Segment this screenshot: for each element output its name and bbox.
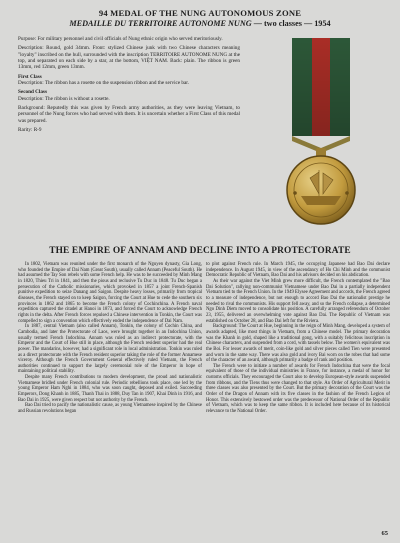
medal-photo (253, 30, 388, 235)
medal-subtitle-classes: — two classes — 1954 (251, 19, 331, 28)
paragraph: Bao Dai tried to pacify the nationalistic cause, as young Vietnamese inspired by the Chinese and Russian revolutions began (18, 403, 202, 415)
description-text: Description: Round, gold 34mm. Front: stylized Chinese junk with two Chinese characters meaning "loyalty" inscribed on the hull, surrounded with the inscription TERRITOIRE AUTONOME NUNG at the top, and separated on each side by a star, at the bottom, VIỆT NAM. Back: plain. The ribbon is green 13mm, red 12mm, green 13mm. (18, 45, 240, 71)
rarity-text: Rarity: R-9 (18, 126, 42, 133)
paragraph: In 1802, Vietnam was reunited under the first monarch of the Nguyen dynasty, Gia Long, who founded the Empire of Dai Nam (Great South), usually called Annam (Peaceful South). He had assumed the Tay Son rebels with some French help. He was to be succeeded by Minh Mang in 1820, Thieu Tri in 1841, and then the pious and reclusive Tu Duc in 1848. Tu Duc began a persecution of the Catholic missionaries, which provoked in 1857 a joint French-Spanish punitive expedition to seize Danang and Saigon. Despite heavy losses, primarily from tropical diseases, the French stayed on to keep Saigon, forcing the Court at Hue to cede the southern six provinces in 1862 and 1865 to become the French colony of Cochinchina. A French naval expedition captured the citadel at Hanoi in 1873, and forced the Court to acknowledge French rights in the delta. After French forces repulsed a Chinese intervention in Tonkin, the Court was compelled to sign a convention which effectively ended the independence of Dai Nam. (18, 262, 202, 324)
paragraph: As their war against the Viet Minh grew more difficult, the French contemplated the "Bao Dai Solution", rallying non-communist Vietnamese under Bao Dai in a partially independent Vietnam tied to the French Union. In the 1949 Elysee Agreement and accords, the French agreed to a measure of independence, but not enough to accord Bao Dai the nationalist prestige he needed to rival the communists. His support fell away, and so the French collapse, a determined Ngo Dinh Diem moved to consolidate his position. A carefully arranged referendum of October 23, 1955, delivered an overwhelming vote against Bao Dai. The Republic of Vietnam was established on October 28, and Bao Dai left for the Riviera. (206, 278, 390, 324)
purpose-text: Purpose: For military personnel and civil officials of Nung ethnic origin who served meritoriously. (18, 36, 223, 42)
ribbon (292, 38, 350, 153)
medal-subtitle (0, 19, 400, 28)
medal-title: 94 MEDAL OF THE NUNG AUTONOMOUS ZONE (98, 8, 302, 18)
background-text: Background: Reputedly this was given by French army authorities, as they were leaving Vietnam, to personnel of the Nung forces who had served with them. It is uncertain whether a First Class of this medal was prepared. (18, 105, 240, 124)
left-column (18, 262, 202, 415)
paragraph: to plot against French rule. In March 1945, the occupying Japanese had Bao Dai declare independence. In August 1945, in view of the ascendancy of Ho Chi Minh and the communist Democratic Republic of Vietnam, Bao Dai and his advisors decided on his abdication. (206, 262, 390, 279)
first-class-text: Description: The ribbon has a rosette on the suspension ribbon and the service bar. (18, 79, 190, 86)
medal-icon (253, 30, 388, 235)
section-heading: THE EMPIRE OF ANNAM AND DECLINE INTO A PROTECTORATE (49, 246, 351, 256)
paragraph: In 1887, central Vietnam (also called Annam), Tonkin, the colony of Cochin China, and Cambodia, and later the Protectorate of Laos, were brought together in an Indochina Union, usually termed French Indochina. Annam was ruled as an indirect protectorate, with the Emperor and the Court of Hue still in place, although the French resident superior had the real power. The mandarins, however, had a significant role in local administration. Tonkin was ruled as a direct protectorate with the French resident superior taking the role of the former Annamese viceroy. Although the French Government General effectively ruled Vietnam, the French authorities continued to support the largely ceremonial role of the Emperor in hope of maintaining political stability. (18, 324, 202, 375)
medal-subtitle-french: MEDAILLE DU TERRITOIRE AUTONOME NUNG (69, 19, 252, 28)
paragraph: Despite many French contributions to modern development, the proud and nationalistic Vietnamese bridled under French colonial rule. Periodic rebellions took place, one led by the young Emperor Ham Nghi in 1884, who was soon caught, deposed and exiled. Succeeding Emperors, Dong Khanh in 1885, Thanh Thai in 1888, Duy Tan in 1907, Khai Dinh in 1916, and Bao Dai in 1925, were given respect but not authority by the French. (18, 375, 202, 403)
paragraph: Background: The Court at Hue, beginning in the reign of Minh Mang, developed a system of awards adapted, like most things in Vietnam, from a Chinese model. The primary decoration was the Khanh in gold, shaped like a traditional gong, with a suitably felicitous inscription in Chinese characters, and suspended from a cord, with tassels below. The women's equivalent was the Boi. For lesser awards of merit, coin-like gold and silver pieces called Tien were presented and worn in the same way. There was also gold and ivory Bai worn on the robes that had some of the character of an award, although primarily a badge of rank and position. (206, 324, 390, 364)
first-class-heading: First Class (18, 73, 42, 80)
right-column (206, 262, 390, 415)
second-class-text: Description: The ribbon is without a rosette. (18, 95, 110, 102)
paragraph: The French were to initiate a number of awards for French Indochina that were the focal equivalent of those of the individual ministries in France, for instance, a medal of honor for customs officials. They encouraged the Court also to develop European-style awards suspended from ribbons, and the Tiens thus were changed to that style. An Order of Agricultural Merit in three classes was also presented by the Court. But the primary decoration of the Court was the Order of the Dragon of Annam with its five classes in the fashion of the French Legion of Honor. This extensively bestowed order was the predecessor of National Order of the Republic of Vietnam, which was to keep the same ribbon. It is included here because of its historical relevance to the National Order. (206, 363, 390, 415)
page-number: 65 (381, 530, 388, 537)
second-class-heading: Second Class (18, 89, 47, 96)
medal-description (18, 36, 240, 136)
